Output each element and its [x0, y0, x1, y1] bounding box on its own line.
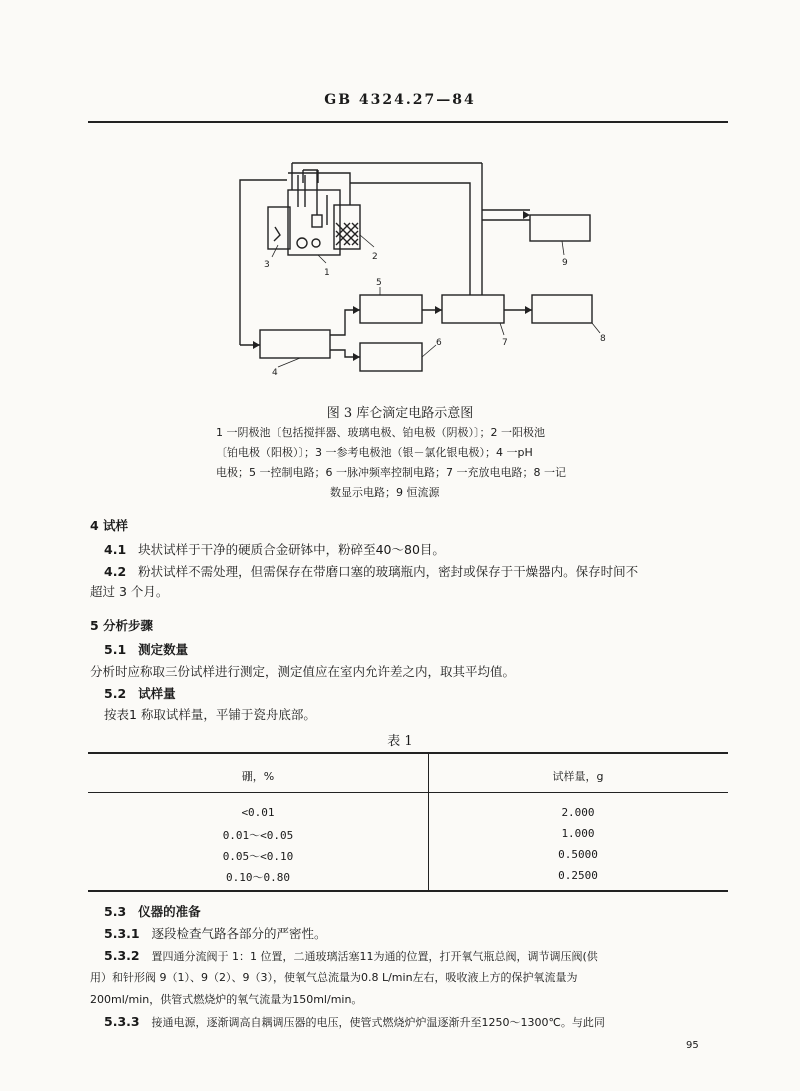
box-4: [260, 330, 330, 358]
section-4-heading: 4 试样: [90, 518, 129, 533]
box-8: [532, 295, 592, 323]
cathode-cell: [288, 190, 340, 255]
table-cell: 0.01～<0.05: [222, 829, 294, 842]
clause-text: 分析时应称取三份试样进行测定，测定值应在室内允许差之内，取其平均值。: [90, 664, 516, 679]
clause-number: 5.3.3: [104, 1014, 140, 1029]
clause-text: 粉状试样不需处理，但需保存在带磨口塞的玻璃瓶内，密封或保存于干燥器内。保存时间不: [138, 564, 639, 579]
clause-text: 置四通分流阀于 1：1 位置，二通玻璃活塞11为通的位置，打开氧气瓶总阀，调节调压阀(供: [151, 950, 598, 963]
clause-number: 4.1: [104, 542, 127, 557]
box-7: [442, 295, 504, 323]
header-rule: [88, 121, 728, 123]
clause-text: 超过 3 个月。: [90, 584, 169, 599]
diagram-label: 1: [324, 268, 330, 278]
clause-text: 用）和针形阀 9（1）、9（2）、9（3），使氧气总流量为0.8 L/min左右，吸收液上方的保护氧流量为: [90, 971, 578, 984]
table-cell: 0.2500: [558, 869, 598, 882]
section-5-heading: 5 分析步骤: [90, 618, 154, 633]
standard-number: GB 4324.27—84: [324, 92, 476, 108]
clause-title: 试样量: [138, 686, 176, 701]
figure-legend-line: 1 一阴极池〔包括搅拌器、玻璃电极、铂电极（阴极）〕；2 一阳极池: [216, 426, 545, 439]
table-cell: 2.000: [561, 806, 595, 819]
reference-electrode-cell: [268, 207, 290, 249]
table-cell: 0.05～<0.10: [222, 850, 294, 863]
table-cell: 0.5000: [558, 848, 598, 861]
table-header-rule: [88, 792, 728, 793]
clause-text: 按表1 称取试样量，平铺于瓷舟底部。: [104, 707, 316, 722]
table-cell: <0.01: [241, 806, 275, 819]
clause-text: 逐段检查气路各部分的严密性。: [151, 926, 327, 941]
diagram-label: 2: [372, 252, 378, 262]
table-title: 表 1: [387, 734, 413, 749]
clause-text: 块状试样于干净的硬质合金研钵中，粉碎至40～80目。: [138, 542, 445, 557]
table-header-cell: 硼，%: [241, 770, 275, 783]
circuit-diagram: [200, 135, 620, 395]
clause-number: 5.2: [104, 686, 127, 701]
figure-legend-line: 数显示电路；9 恒流源: [330, 486, 440, 499]
box-5: [360, 295, 422, 323]
box-6: [360, 343, 422, 371]
table-bottom-rule: [88, 890, 728, 892]
figure-legend-line: 〔铂电极（阳极）〕；3 一参考电极池（银－氯化银电极）；4 一pH: [216, 446, 533, 459]
table-header-cell: 试样量，g: [552, 770, 604, 783]
clause-number: 5.3.1: [104, 926, 140, 941]
page-number: 95: [686, 1040, 699, 1051]
clause-number: 5.1: [104, 642, 127, 657]
diagram-label: 8: [600, 334, 606, 344]
figure-legend-line: 电极；5 一控制电路；6 一脉冲频率控制电路；7 一充放电电路；8 一记: [216, 466, 566, 479]
table-cell: 0.10～0.80: [226, 871, 290, 884]
diagram-label: 7: [502, 338, 508, 348]
diagram-label: 5: [376, 278, 382, 288]
table-cell: 1.000: [561, 827, 595, 840]
diagram-label: 4: [272, 368, 278, 378]
clause-text: 200ml/min，供管式燃烧炉的氧气流量为150ml/min。: [90, 993, 363, 1006]
box-9: [530, 215, 590, 241]
clause-number: 5.3: [104, 904, 127, 919]
clause-title: 测定数量: [138, 642, 189, 657]
diagram-label: 6: [436, 338, 442, 348]
diagram-label: 3: [264, 260, 270, 270]
table-top-rule: [88, 752, 728, 754]
clause-number: 4.2: [104, 564, 127, 579]
clause-text: 接通电源，逐渐调高自耦调压器的电压，使管式燃烧炉炉温逐渐升至1250～1300℃。与此同: [151, 1016, 605, 1029]
figure-caption: 图 3 库仑滴定电路示意图: [326, 406, 474, 421]
diagram-label: 9: [562, 258, 568, 268]
clause-number: 5.3.2: [104, 948, 140, 963]
clause-title: 仪器的准备: [138, 904, 201, 919]
